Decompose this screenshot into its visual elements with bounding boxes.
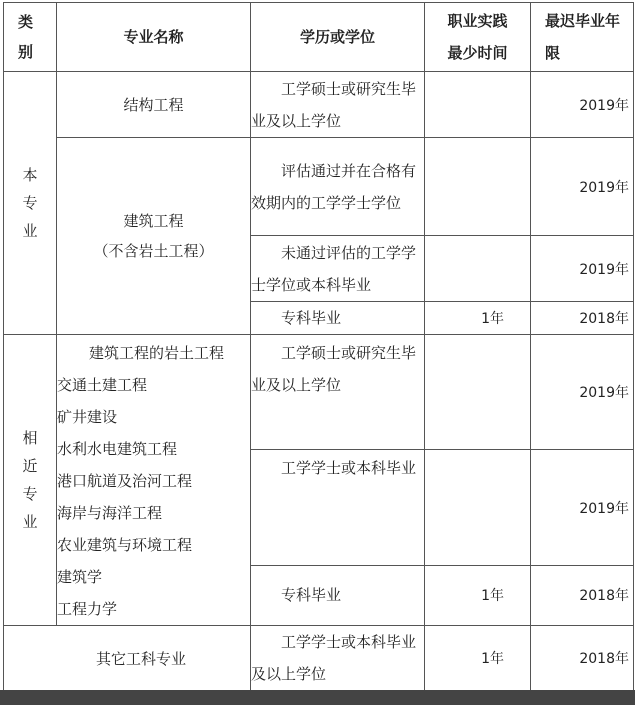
degree-cell xyxy=(251,138,425,236)
major-civil-note: （不含岩土工程） xyxy=(93,242,214,260)
header-category xyxy=(4,3,57,72)
major-civil xyxy=(57,138,251,335)
header-grad-year xyxy=(531,3,634,72)
degree-cell xyxy=(251,236,425,302)
year-cell: 2019年 xyxy=(531,236,634,302)
major-civil-name: 建筑工程 xyxy=(123,212,184,230)
major-other-text: 其它工科专业 xyxy=(96,649,187,668)
practice-cell: 1年 xyxy=(425,565,531,625)
practice-cell xyxy=(425,138,531,236)
degree-text: 未通过评估的工学学士学位或本科毕业 xyxy=(251,243,417,294)
bottom-divider-bar xyxy=(0,690,635,705)
practice-cell xyxy=(425,236,531,302)
header-row xyxy=(4,3,634,72)
category-related-text: 相近专业 xyxy=(22,429,38,531)
related-majors-list xyxy=(57,335,251,626)
year-cell: 2018年 xyxy=(531,565,634,625)
year-cell: 2019年 xyxy=(531,138,634,236)
header-practice-text: 职业实践最少时间 xyxy=(447,12,508,62)
year-cell: 2018年 xyxy=(531,302,634,335)
degree-cell xyxy=(251,565,425,625)
degree-text: 工学学士或本科毕业及以上学位 xyxy=(251,633,417,683)
list-item: 港口航道及治河工程 xyxy=(57,472,193,490)
list-item: 农业建筑与环境工程 xyxy=(57,536,193,554)
year-cell: 2019年 xyxy=(531,72,634,138)
category-this-major xyxy=(4,72,57,335)
table-row xyxy=(4,138,634,236)
degree-text: 专科毕业 xyxy=(281,309,342,327)
header-degree: 学历或学位 xyxy=(251,3,425,72)
header-practice xyxy=(425,3,531,72)
degree-text: 评估通过并在合格有效期内的工学学士学位 xyxy=(251,161,417,212)
list-item: 建筑学 xyxy=(57,568,103,586)
requirements-table xyxy=(3,2,634,691)
header-major-name: 专业名称 xyxy=(57,3,251,72)
degree-cell xyxy=(251,450,425,565)
list-item: 矿井建设 xyxy=(57,408,118,426)
list-item: 工程力学 xyxy=(57,600,118,618)
year-cell: 2018年 xyxy=(531,626,634,691)
category-related xyxy=(4,335,57,626)
list-item: 水利水电建筑工程 xyxy=(57,440,178,458)
practice-cell xyxy=(425,335,531,450)
practice-cell: 1年 xyxy=(425,302,531,335)
header-category-text: 类别 xyxy=(18,13,38,61)
category-this-major-text: 本专业 xyxy=(22,166,38,240)
major-structural: 结构工程 xyxy=(57,72,251,138)
header-grad-year-text: 最迟毕业年限 xyxy=(545,12,621,62)
year-cell: 2019年 xyxy=(531,335,634,450)
major-other xyxy=(4,626,251,691)
degree-cell xyxy=(251,335,425,450)
practice-cell xyxy=(425,72,531,138)
degree-cell xyxy=(251,302,425,335)
list-item: 海岸与海洋工程 xyxy=(57,504,163,522)
practice-cell: 1年 xyxy=(425,626,531,691)
table-row xyxy=(4,335,634,450)
degree-text: 工学硕士或研究生毕业及以上学位 xyxy=(251,79,417,130)
degree-cell xyxy=(251,72,425,138)
degree-text: 工学硕士或研究生毕业及以上学位 xyxy=(251,344,417,394)
practice-cell xyxy=(425,450,531,565)
degree-text: 专科毕业 xyxy=(281,586,342,605)
degree-text: 工学学士或本科毕业 xyxy=(281,459,417,478)
list-item: 建筑工程的岩土工程 xyxy=(89,344,225,362)
year-cell: 2019年 xyxy=(531,450,634,565)
degree-cell xyxy=(251,626,425,691)
table-row xyxy=(4,72,634,138)
table-row xyxy=(4,626,634,691)
list-item: 交通土建工程 xyxy=(57,376,148,394)
